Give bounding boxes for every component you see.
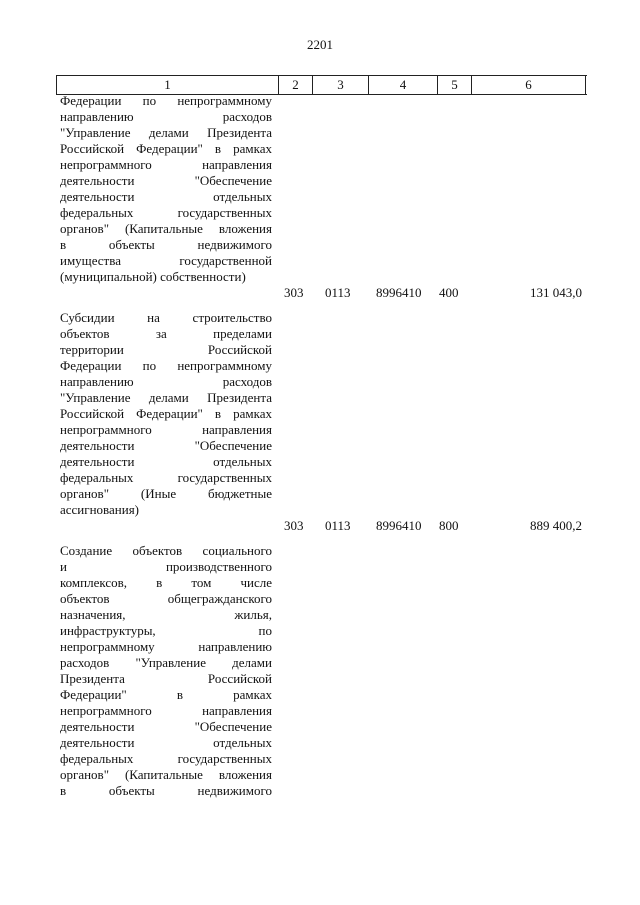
- description-line: направлению расходов: [60, 374, 272, 389]
- description-line: деятельности отдельных: [60, 189, 272, 204]
- description-line: непрограммному направлению: [60, 639, 272, 654]
- row-col-5: 400: [439, 285, 459, 300]
- header-col-6: 6: [472, 76, 586, 94]
- header-col-1: 1: [57, 76, 279, 94]
- description-line: назначения, жилья,: [60, 607, 272, 622]
- description-line: Федерации по непрограммному: [60, 358, 272, 373]
- description-line: федеральных государственных: [60, 751, 272, 766]
- description-line: Федерации по непрограммному: [60, 93, 272, 108]
- header-col-5: 5: [438, 76, 472, 94]
- row-col-4: 8996410: [376, 285, 422, 300]
- header-col-2: 2: [279, 76, 313, 94]
- page-number: 2201: [307, 37, 333, 52]
- description-line: (муниципальной) собственности): [60, 269, 246, 284]
- description-line: Президента Российской: [60, 671, 272, 686]
- description-line: деятельности отдельных: [60, 454, 272, 469]
- description-line: объектов за пределами: [60, 326, 272, 341]
- row-description: [60, 93, 272, 285]
- description-line: территории Российской: [60, 342, 272, 357]
- description-line: деятельности "Обеспечение: [60, 719, 272, 734]
- row-description: [60, 310, 272, 518]
- description-line: деятельности "Обеспечение: [60, 173, 272, 188]
- description-line: имущества государственной: [60, 253, 272, 268]
- description-line: комплексов, в том числе: [60, 575, 272, 590]
- row-col-3: 0113: [325, 285, 351, 300]
- description-line: в объекты недвижимого: [60, 237, 272, 252]
- row-col-4: 8996410: [376, 518, 422, 533]
- row-col-6: 889 400,2: [530, 518, 582, 533]
- row-col-2: 303: [284, 518, 304, 533]
- description-line: органов" (Капитальные вложения: [60, 221, 272, 236]
- description-line: направлению расходов: [60, 109, 272, 124]
- description-line: "Управление делами Президента: [60, 125, 272, 140]
- description-line: непрограммного направления: [60, 703, 272, 718]
- description-line: ассигнования): [60, 502, 140, 517]
- description-line: расходов "Управление делами: [60, 655, 272, 670]
- row-description: [60, 543, 272, 799]
- description-line: Российской Федерации" в рамках: [60, 406, 272, 421]
- row-col-5: 800: [439, 518, 459, 533]
- description-line: Субсидии на строительство: [60, 310, 272, 325]
- description-line: деятельности отдельных: [60, 735, 272, 750]
- description-line: в объекты недвижимого: [60, 783, 272, 798]
- description-line: Создание объектов социального: [60, 543, 272, 558]
- description-line: объектов общегражданского: [60, 591, 272, 606]
- description-line: деятельности "Обеспечение: [60, 438, 272, 453]
- description-line: непрограммного направления: [60, 422, 272, 437]
- description-line: органов" (Иные бюджетные: [60, 486, 272, 501]
- row-col-3: 0113: [325, 518, 351, 533]
- row-col-2: 303: [284, 285, 304, 300]
- table-header: [56, 75, 587, 95]
- description-line: Российской Федерации" в рамках: [60, 141, 272, 156]
- header-col-4: 4: [369, 76, 438, 94]
- description-line: инфраструктуры, по: [60, 623, 272, 638]
- header-col-3: 3: [313, 76, 369, 94]
- description-line: непрограммного направления: [60, 157, 272, 172]
- description-line: федеральных государственных: [60, 470, 272, 485]
- description-line: Федерации" в рамках: [60, 687, 272, 702]
- description-line: и производственного: [60, 559, 272, 574]
- description-line: федеральных государственных: [60, 205, 272, 220]
- row-col-6: 131 043,0: [530, 285, 582, 300]
- description-line: органов" (Капитальные вложения: [60, 767, 272, 782]
- description-line: "Управление делами Президента: [60, 390, 272, 405]
